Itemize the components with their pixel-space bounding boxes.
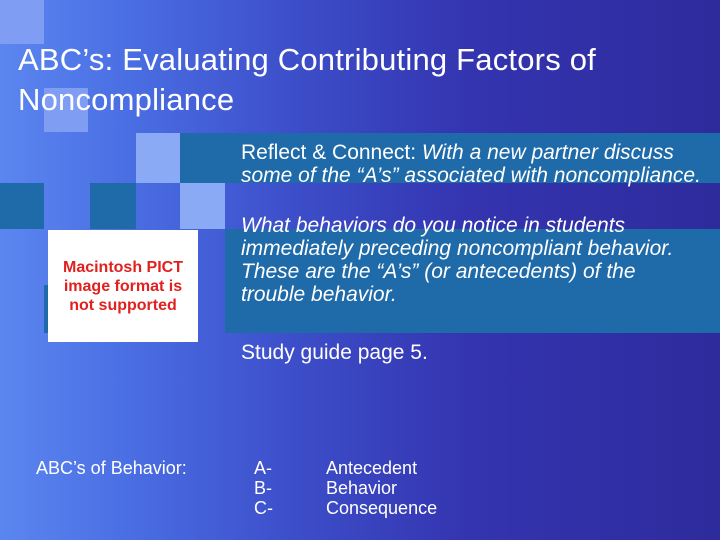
decor-square (0, 183, 44, 229)
decor-square (90, 183, 136, 229)
behaviors-text: What behaviors do you notice in students immediately preceding noncompliant behavior. These are the “A’s” (or antecedents) of the trouble behavior. (241, 214, 674, 306)
abc-letter: B- (254, 478, 272, 498)
abc-term: Behavior (326, 478, 398, 498)
slide-body (241, 141, 701, 391)
abc-letter: A- (254, 458, 272, 478)
decor-square (136, 133, 180, 183)
slide-title: ABC’s: Evaluating Contributing Factors of Noncompliance (18, 42, 596, 117)
abc-letters (254, 458, 273, 518)
decor-square (0, 0, 44, 44)
abc-term: Consequence (326, 498, 438, 518)
reflect-paragraph (241, 141, 701, 187)
decor-square (180, 183, 225, 229)
reflect-prompt: With a new partner discuss some of the “A’s” associated with noncompliance. (241, 141, 701, 187)
image-placeholder (48, 230, 198, 342)
behaviors-paragraph (241, 214, 701, 306)
image-placeholder-text: Macintosh PICT image format is not supported (62, 258, 183, 314)
abc-term: Antecedent (326, 458, 418, 478)
abc-terms (326, 458, 437, 518)
abc-letter: C- (254, 498, 273, 518)
abc-label: ABC’s of Behavior: (36, 458, 187, 478)
reflect-lead: Reflect & Connect: (241, 141, 422, 164)
study-guide-text: Study guide page 5. (241, 341, 428, 364)
